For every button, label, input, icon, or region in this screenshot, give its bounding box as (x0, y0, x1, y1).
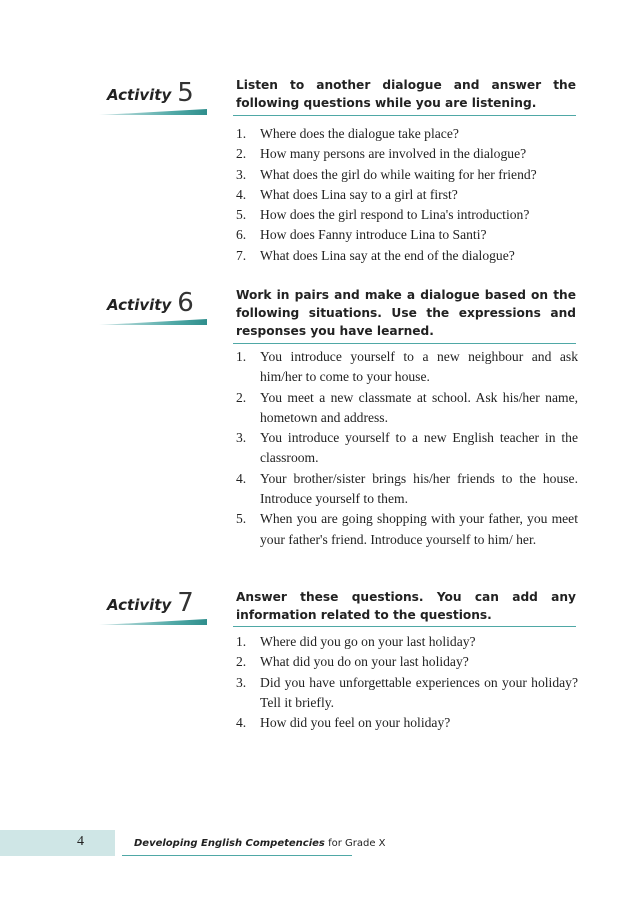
list-item: 4. Your brother/sister brings his/her friends to the house. Introduce yourself to them. (236, 470, 578, 507)
activity-underline (99, 619, 207, 625)
instruction-rule (233, 115, 576, 116)
list-item: 5. When you are going shopping with your father, you meet your father's friend. Introduce yourself to him/ her. (236, 511, 578, 547)
activity-number: 7 (177, 588, 194, 618)
activity-7-instruction: Answer these questions. You can add any information related to the questions. (236, 590, 576, 622)
activity-6-heading (99, 290, 209, 325)
activity-word: Activity (107, 86, 172, 104)
list-item: 4. How did you feel on your holiday? (236, 715, 451, 731)
activity-number: 5 (177, 78, 194, 108)
list-item: 3. You introduce yourself to a new English teacher in the classroom. (236, 430, 578, 466)
activity-underline (99, 319, 207, 325)
list-item: 1. Where does the dialogue take place? (236, 126, 459, 141)
instruction-rule (233, 626, 576, 627)
list-item: 1. Where did you go on your last holiday? (236, 634, 476, 649)
list-item: 3. What does the girl do while waiting for her friend? (236, 166, 537, 182)
footer-book-title (134, 838, 386, 849)
list-item: 3. Did you have unforgettable experiences on your holiday? Tell it briefly. (236, 674, 578, 710)
list-item: 5. How does the girl respond to Lina's introduction? (236, 207, 530, 223)
activity-7-questions (236, 632, 578, 733)
book-title-rest: for Grade X (324, 838, 386, 849)
list-item: 2. How many persons are involved in the dialogue? (236, 146, 527, 162)
activity-7-heading (99, 590, 209, 625)
activity-5-instruction: Listen to another dialogue and answer the following questions while you are listening. (236, 78, 576, 110)
activity-word: Activity (107, 296, 172, 314)
list-item: 6. How does Fanny introduce Lina to Santi? (236, 227, 487, 243)
activity-5-heading (99, 80, 209, 115)
activity-word: Activity (107, 596, 172, 614)
list-item: 1. You introduce yourself to a new neighbour and ask him/her to come to your house. (236, 349, 578, 385)
list-item: 2. You meet a new classmate at school. Ask his/her name, hometown and address. (236, 389, 578, 425)
activity-6-questions (236, 347, 578, 550)
page-number: 4 (77, 834, 84, 849)
list-item: 4. What does Lina say to a girl at first? (236, 186, 458, 202)
activity-5-questions (236, 124, 578, 266)
activity-6-instruction: Work in pairs and make a dialogue based on the following situations. Use the expressions and responses you have learned. (236, 288, 576, 338)
activity-underline (99, 109, 207, 115)
instruction-rule (233, 343, 576, 344)
footer-rule (122, 855, 352, 856)
list-item: 2. What did you do on your last holiday? (236, 654, 469, 670)
book-title-bold: Developing English Competencies (134, 838, 325, 849)
activity-number: 6 (177, 288, 194, 318)
list-item: 7. What does Lina say at the end of the dialogue? (236, 247, 515, 263)
footer-band (0, 830, 115, 856)
